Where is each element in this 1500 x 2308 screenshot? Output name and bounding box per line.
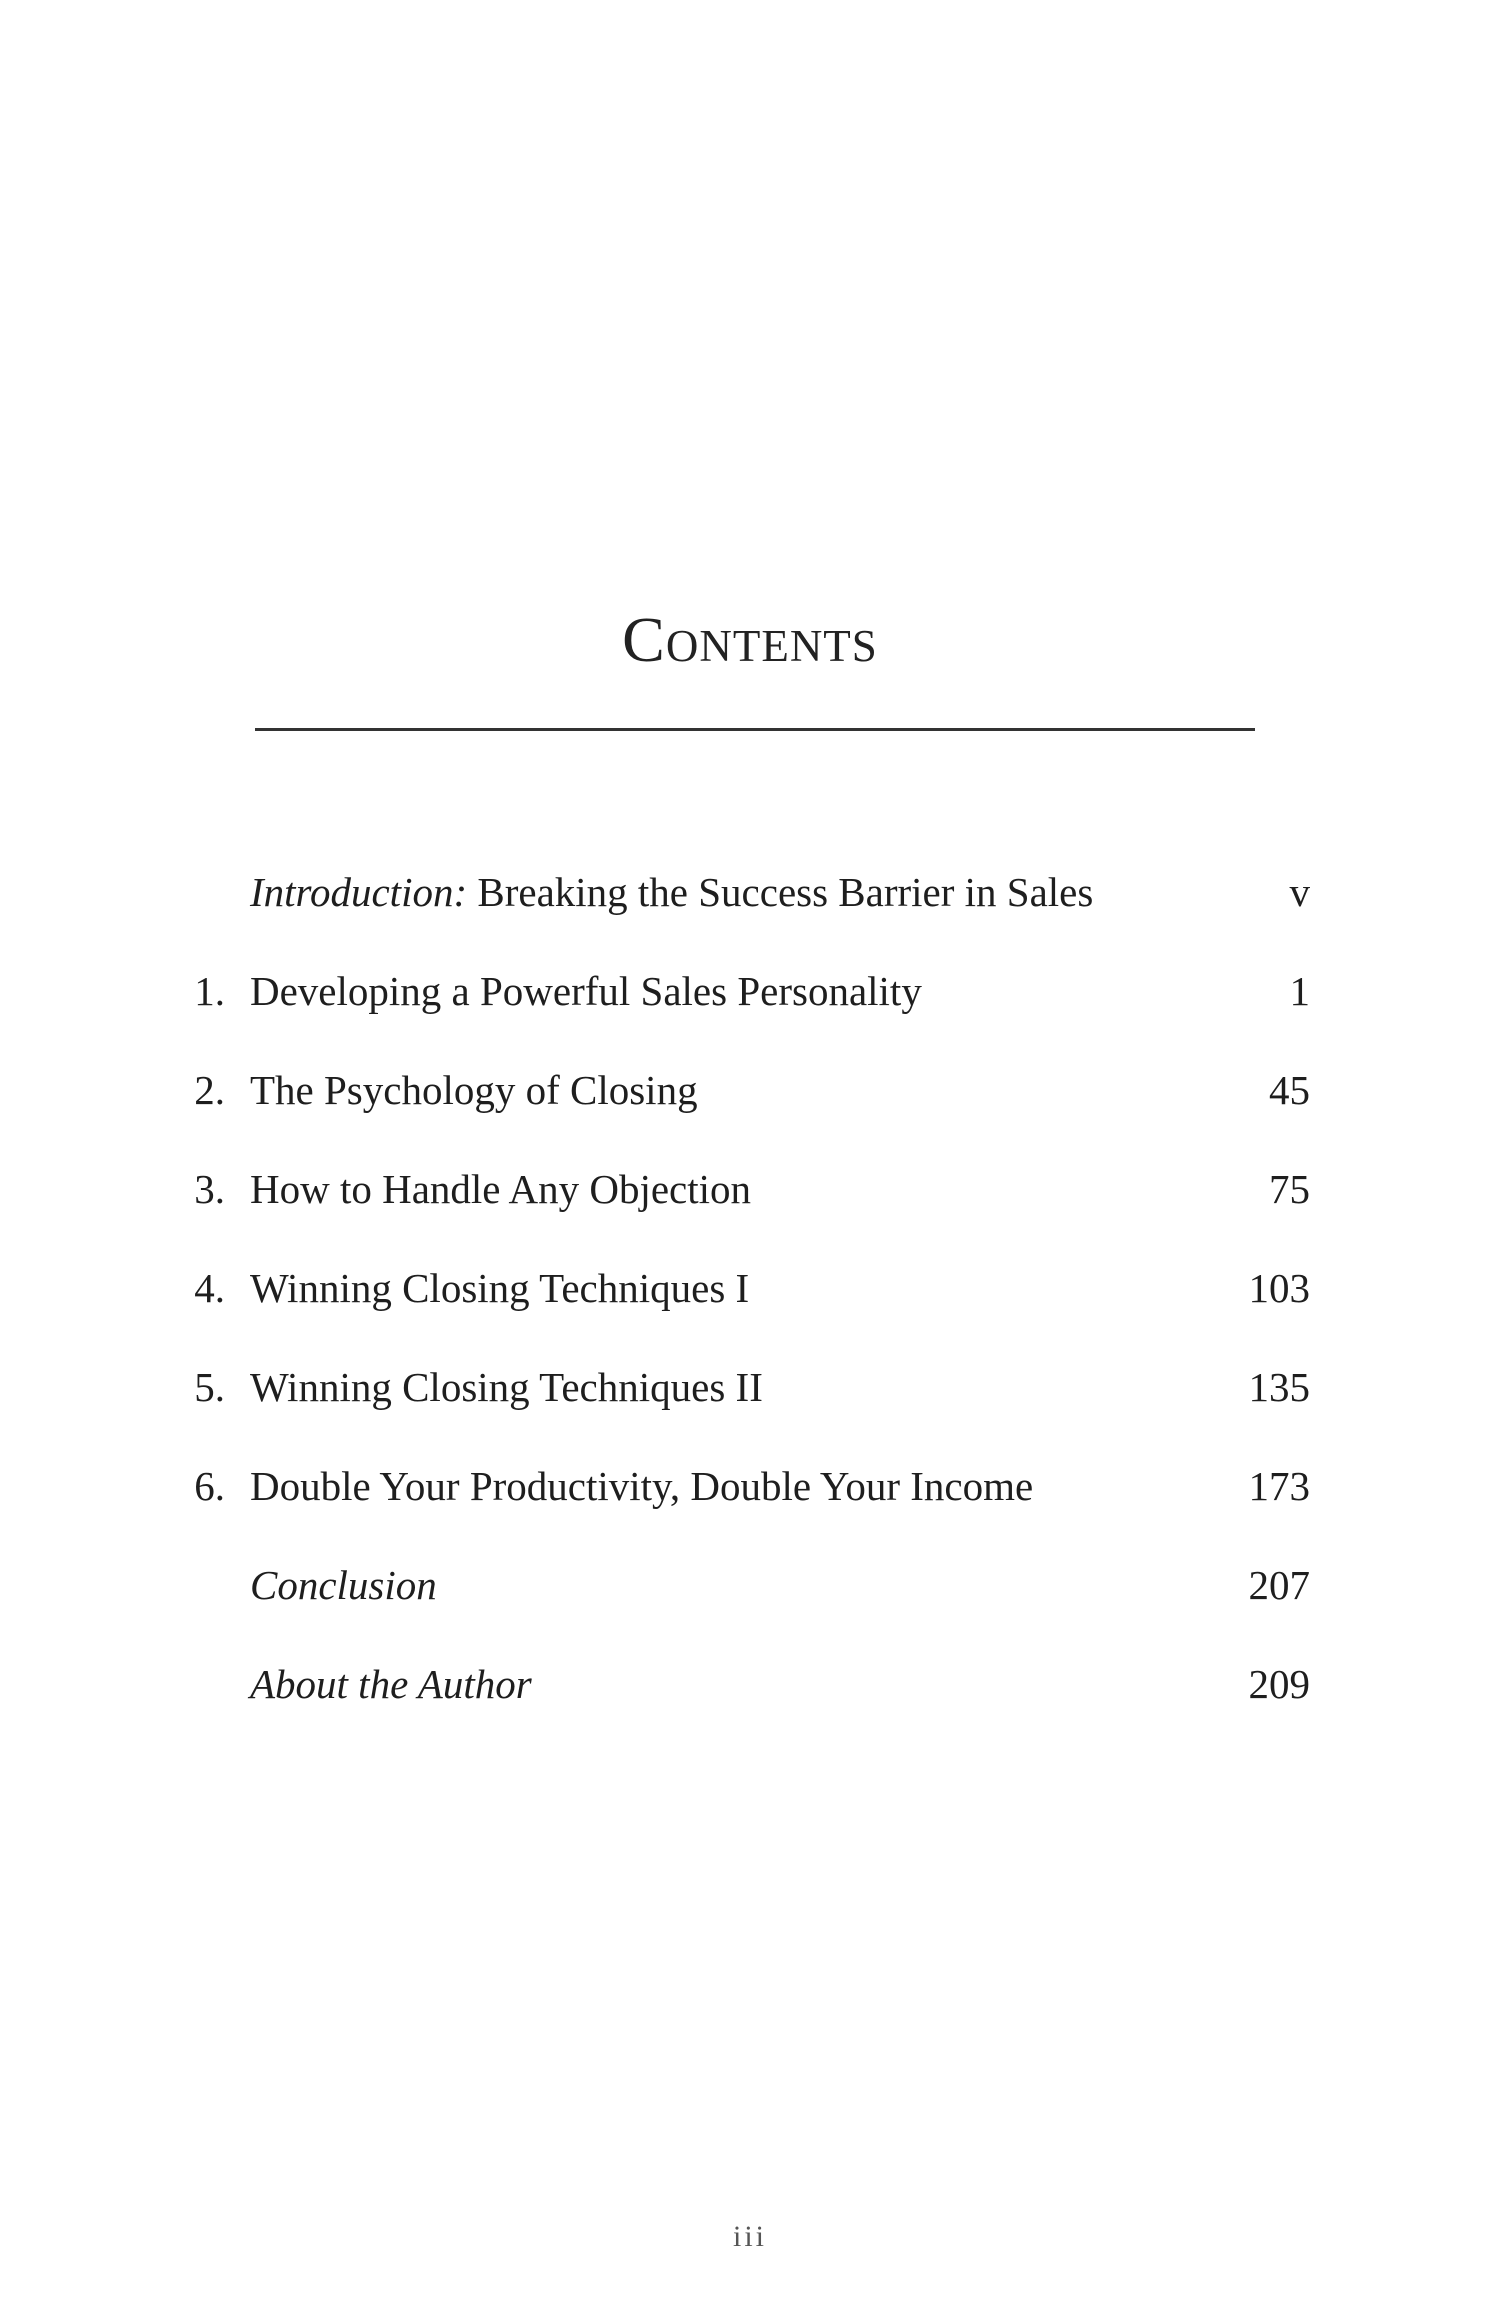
toc-entry-chapter-5 [0, 1357, 1500, 1417]
toc-entry-chapter-1 [0, 961, 1500, 1021]
toc-entry-chapter-2 [0, 1060, 1500, 1120]
toc-entry-page: 135 [1248, 1364, 1310, 1410]
toc-entry-title: How to Handle Any Objection [250, 1166, 752, 1212]
toc-entry-conclusion [0, 1555, 1500, 1615]
toc-entry-page: 103 [1248, 1265, 1310, 1311]
toc-entry-page: 173 [1248, 1463, 1310, 1509]
toc-entry-title: Winning Closing Techniques II [250, 1364, 763, 1410]
toc-entry-page: 209 [1248, 1661, 1310, 1707]
toc-entry-introduction [0, 862, 1500, 922]
toc-entry-number: 2. [194, 1067, 225, 1113]
toc-entry-number: 4. [194, 1265, 225, 1311]
toc-entry-title: Winning Closing Techniques I [250, 1265, 750, 1311]
toc-entry-about-author [0, 1654, 1500, 1714]
toc-entry-title: Double Your Productivity, Double Your Income [250, 1463, 1034, 1509]
toc-entry-title: The Psychology of Closing [250, 1067, 698, 1113]
toc-entry-number: 3. [194, 1166, 225, 1212]
toc-entry-title: Developing a Powerful Sales Personality [250, 968, 922, 1014]
toc-entry-title-text: Breaking the Success Barrier in Sales [467, 869, 1094, 915]
toc-entry-lead: Introduction: [250, 869, 468, 915]
toc-entry-chapter-3 [0, 1159, 1500, 1219]
toc-entry-number: 5. [194, 1364, 225, 1410]
toc-entry-page: 207 [1248, 1562, 1310, 1608]
toc-entry-number: 1. [194, 968, 225, 1014]
page-number: iii [732, 2220, 767, 2253]
toc-entry-page: v [1289, 869, 1310, 915]
toc-entry-chapter-4 [0, 1258, 1500, 1318]
page-title: Contents [622, 604, 878, 675]
toc-entry-chapter-6 [0, 1456, 1500, 1516]
toc-entry-title [250, 862, 1093, 922]
toc-entry-page: 1 [1289, 968, 1310, 1014]
toc-entry-page: 75 [1269, 1166, 1310, 1212]
toc-entry-number: 6. [194, 1463, 225, 1509]
toc-entry-page: 45 [1269, 1067, 1310, 1113]
toc-entry-title: Conclusion [250, 1562, 437, 1608]
toc-entry-title: About the Author [250, 1661, 532, 1707]
